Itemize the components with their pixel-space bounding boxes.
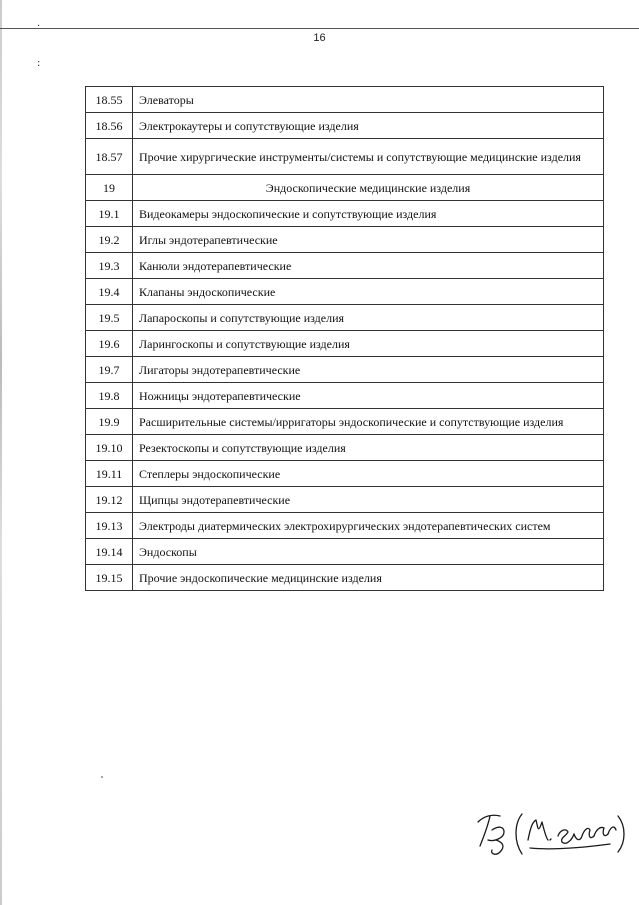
row-name: Щипцы эндотерапевтические xyxy=(133,487,604,513)
page-number: 16 xyxy=(313,32,326,44)
handwritten-signature xyxy=(470,800,630,860)
row-number: 19.7 xyxy=(86,357,133,383)
table-row xyxy=(86,487,604,513)
row-number: 19.13 xyxy=(86,513,133,539)
row-name: Клапаны эндоскопические xyxy=(133,279,604,305)
row-name: Ножницы эндотерапевтические xyxy=(133,383,604,409)
table-row xyxy=(86,383,604,409)
table-row xyxy=(86,139,604,175)
row-number: 19.15 xyxy=(86,565,133,591)
table-row xyxy=(86,253,604,279)
row-number: 19.6 xyxy=(86,331,133,357)
row-name: Электрокаутеры и сопутствующие изделия xyxy=(133,113,604,139)
top-rule xyxy=(0,28,639,29)
row-number: 18.55 xyxy=(86,87,133,113)
table-section-row xyxy=(86,175,604,201)
table-row xyxy=(86,331,604,357)
table-row xyxy=(86,227,604,253)
row-number: 19.2 xyxy=(86,227,133,253)
row-number: 19.1 xyxy=(86,201,133,227)
row-number: 19.8 xyxy=(86,383,133,409)
row-number: 19.10 xyxy=(86,435,133,461)
row-number: 19.12 xyxy=(86,487,133,513)
scan-mark-top: . xyxy=(37,18,41,29)
section-title: Эндоскопические медицинские изделия xyxy=(133,175,604,201)
row-number: 18.56 xyxy=(86,113,133,139)
section-number: 19 xyxy=(86,175,133,201)
table-row xyxy=(86,565,604,591)
row-name: Степлеры эндоскопические xyxy=(133,461,604,487)
row-name: Эндоскопы xyxy=(133,539,604,565)
row-number: 19.11 xyxy=(86,461,133,487)
row-name: Лапароскопы и сопутствующие изделия xyxy=(133,305,604,331)
table-row xyxy=(86,113,604,139)
table-row xyxy=(86,201,604,227)
table-row xyxy=(86,87,604,113)
row-number: 19.4 xyxy=(86,279,133,305)
table-row xyxy=(86,409,604,435)
items-table xyxy=(85,86,604,591)
table-row xyxy=(86,435,604,461)
scan-left-edge xyxy=(0,0,2,905)
row-number: 19.5 xyxy=(86,305,133,331)
row-number: 19.14 xyxy=(86,539,133,565)
row-name: Ларингоскопы и сопутствующие изделия xyxy=(133,331,604,357)
table-row xyxy=(86,279,604,305)
scan-speck xyxy=(101,776,103,778)
scan-mark-middle: : xyxy=(37,58,41,69)
row-name: Прочие эндоскопические медицинские изделия xyxy=(133,565,604,591)
row-name: Лигаторы эндотерапевтические xyxy=(133,357,604,383)
table-row xyxy=(86,357,604,383)
table-row xyxy=(86,461,604,487)
table-row xyxy=(86,539,604,565)
row-number: 19.9 xyxy=(86,409,133,435)
row-name: Электроды диатермических электрохирургических эндотерапевтических систем xyxy=(133,513,604,539)
row-name: Расширительные системы/ирригаторы эндоскопические и сопутствующие изделия xyxy=(133,409,604,435)
row-name: Иглы эндотерапевтические xyxy=(133,227,604,253)
row-name: Канюли эндотерапевтические xyxy=(133,253,604,279)
row-name: Видеокамеры эндоскопические и сопутствующие изделия xyxy=(133,201,604,227)
table-row xyxy=(86,513,604,539)
table-row xyxy=(86,305,604,331)
row-name: Прочие хирургические инструменты/системы и сопутствующие медицинские изделия xyxy=(133,139,604,175)
row-name: Элеваторы xyxy=(133,87,604,113)
row-name: Резектоскопы и сопутствующие изделия xyxy=(133,435,604,461)
row-number: 18.57 xyxy=(86,139,133,175)
row-number: 19.3 xyxy=(86,253,133,279)
